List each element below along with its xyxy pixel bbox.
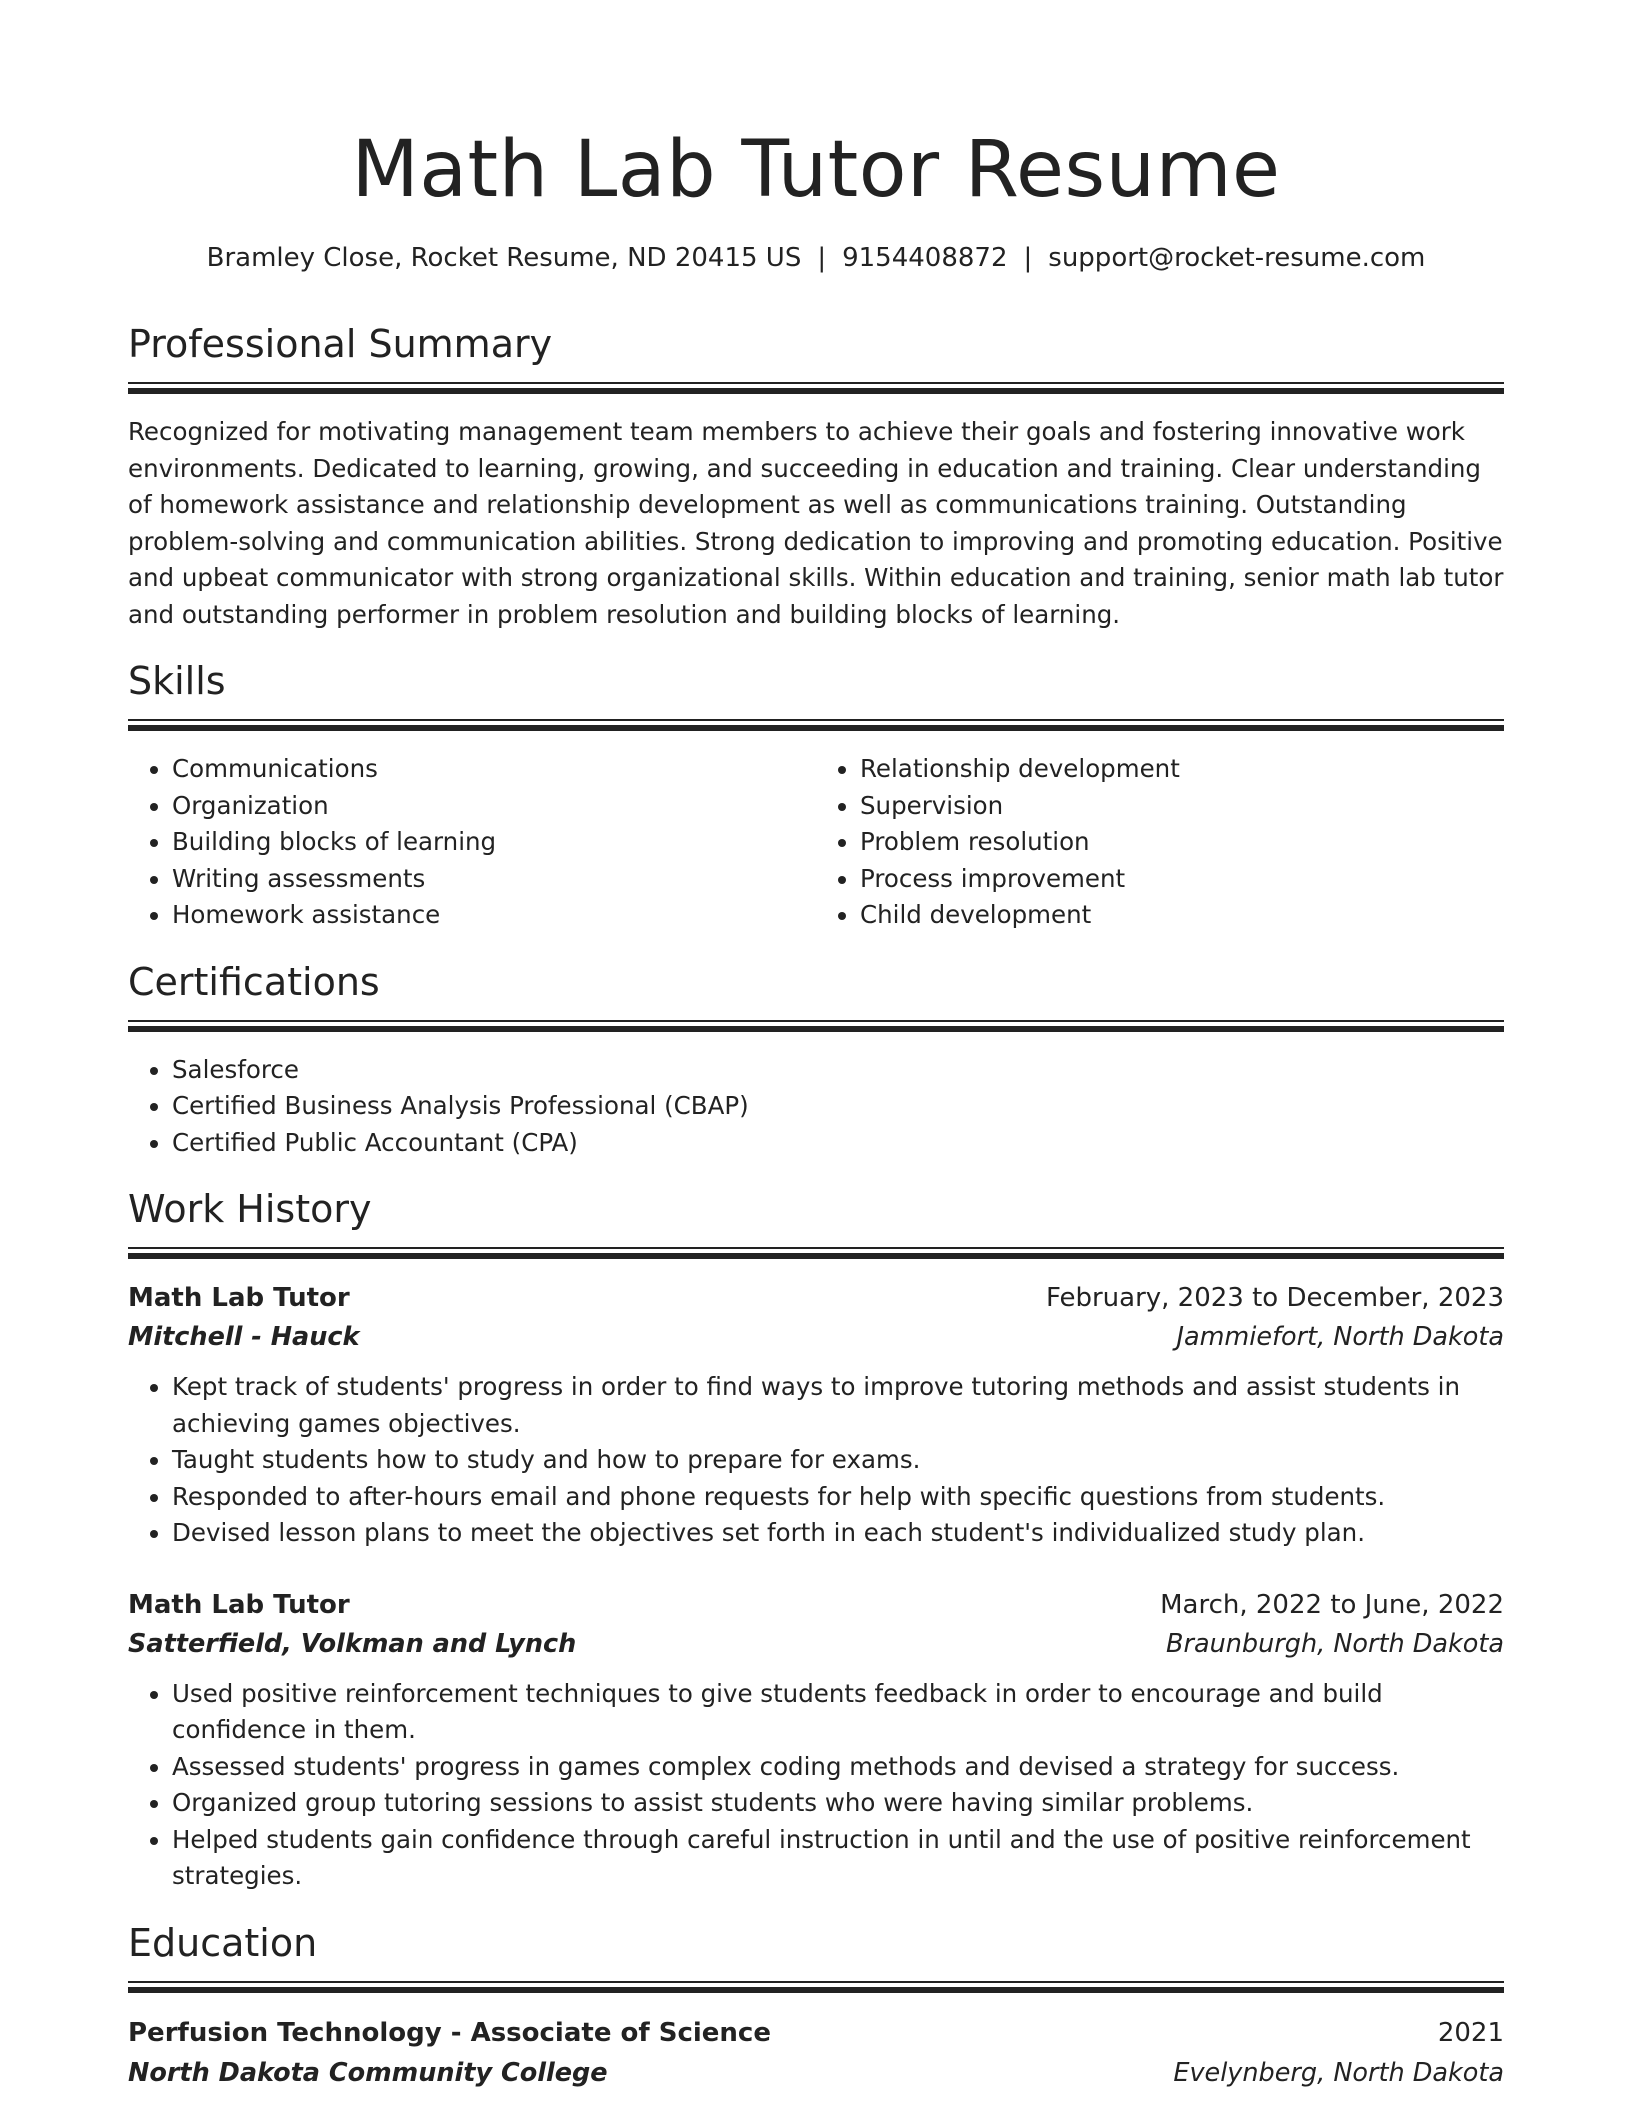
job-role: Math Lab Tutor: [128, 1589, 350, 1620]
skill-item: • Communications: [172, 751, 816, 788]
skill-item: • Process improvement: [860, 861, 1504, 898]
job-bullet: • Responded to after-hours email and phone requests for help with specific questions from students.: [172, 1479, 1504, 1516]
job-dates: February, 2023 to December, 2023: [1045, 1283, 1504, 1313]
contact-address: Bramley Close, Rocket Resume, ND 20415 US: [206, 243, 802, 273]
job-header-row: [128, 1279, 1504, 1317]
job-company-row: [128, 1317, 1504, 1357]
skill-item: • Organization: [172, 788, 816, 825]
certifications-section: [128, 958, 1504, 1162]
contact-separator: |: [1023, 243, 1033, 273]
skill-item: • Building blocks of learning: [172, 824, 816, 861]
job-location: Braunburgh, North Dakota: [1166, 1628, 1504, 1659]
skill-item: • Child development: [860, 897, 1504, 934]
section-divider: [128, 719, 1504, 731]
skills-list-left: [128, 751, 816, 934]
education-header-row: [128, 2013, 1504, 2053]
education-school: North Dakota Community College: [128, 2057, 608, 2088]
job-entry: [128, 1279, 1504, 1552]
education-degree: Perfusion Technology - Associate of Science: [128, 2017, 771, 2048]
section-divider: [128, 382, 1504, 394]
job-bullets: [128, 1676, 1504, 1895]
job-company: Mitchell - Hauck: [128, 1322, 360, 1352]
job-header-row: [128, 1586, 1504, 1624]
job-bullet: • Kept track of students' progress in order to find ways to improve tutoring methods and assist students in achieving games objectives.: [172, 1369, 1504, 1442]
section-title-summary: Professional Summary: [128, 322, 553, 366]
job-company: Satterfield, Volkman and Lynch: [128, 1628, 577, 1659]
education-year: 2021: [1437, 2017, 1504, 2048]
skill-item: • Writing assessments: [172, 861, 816, 898]
summary-section: [128, 320, 1504, 633]
section-title-certifications: Certifications: [128, 959, 380, 1004]
job-bullet: • Used positive reinforcement techniques to give students feedback in order to encourage and build confidence in them.: [172, 1676, 1504, 1749]
certification-item: • Salesforce: [172, 1052, 1504, 1089]
certifications-list: [128, 1052, 1504, 1162]
job-role: Math Lab Tutor: [128, 1283, 350, 1313]
section-title-work-history: Work History: [128, 1187, 372, 1231]
section-title-skills: Skills: [128, 659, 226, 703]
skill-item: • Homework assistance: [172, 897, 816, 934]
certification-item: • Certified Business Analysis Professional (CBAP): [172, 1088, 1504, 1125]
job-bullet: • Assessed students' progress in games complex coding methods and devised a strategy for success.: [172, 1749, 1504, 1786]
summary-text: Recognized for motivating management team members to achieve their goals and fostering innovative work environments. Dedicated to learning, growing, and succeeding in education and training. Clear understanding of homework assistance and relationship development as well as communications training. Outstanding problem-solving and communication abilities. Strong dedication to improving and promoting education. Positive and upbeat communicator with strong organizational skills. Within education and training, senior math lab tutor and outstanding performer in problem resolution and building blocks of learning.: [128, 417, 1504, 629]
contact-email: support@rocket-resume.com: [1048, 243, 1426, 273]
job-dates: March, 2022 to June, 2022: [1160, 1589, 1504, 1620]
contact-separator: |: [817, 243, 827, 273]
section-divider: [128, 1020, 1504, 1032]
job-bullets: [128, 1369, 1504, 1552]
certification-item: • Certified Public Accountant (CPA): [172, 1125, 1504, 1162]
section-title-education: Education: [128, 1920, 318, 1965]
education-section: [128, 1919, 1504, 2093]
job-bullet: • Devised lesson plans to meet the objectives set forth in each student's individualized study plan.: [172, 1515, 1504, 1552]
education-school-row: [128, 2053, 1504, 2093]
education-location: Evelynberg, North Dakota: [1173, 2057, 1504, 2088]
job-bullet: • Organized group tutoring sessions to assist students who were having similar problems.: [172, 1785, 1504, 1822]
section-divider: [128, 1247, 1504, 1259]
resume-title: Math Lab Tutor Resume: [351, 125, 1281, 215]
contact-line: [128, 240, 1504, 276]
contact-phone: 9154408872: [842, 243, 1008, 273]
job-location: Jammiefort, North Dakota: [1176, 1322, 1504, 1352]
job-bullet: • Helped students gain confidence through careful instruction in until and the use of positive reinforcement strategies.: [172, 1822, 1504, 1895]
job-entry: [128, 1586, 1504, 1895]
job-bullet: • Taught students how to study and how to prepare for exams.: [172, 1442, 1504, 1479]
skills-list-right: [816, 751, 1504, 934]
skill-item: • Supervision: [860, 788, 1504, 825]
job-company-row: [128, 1624, 1504, 1664]
skills-section: [128, 657, 1504, 934]
skill-item: • Relationship development: [860, 751, 1504, 788]
work-history-section: [128, 1185, 1504, 1895]
section-divider: [128, 1981, 1504, 1993]
skills-grid: [128, 751, 1504, 934]
skill-item: • Problem resolution: [860, 824, 1504, 861]
